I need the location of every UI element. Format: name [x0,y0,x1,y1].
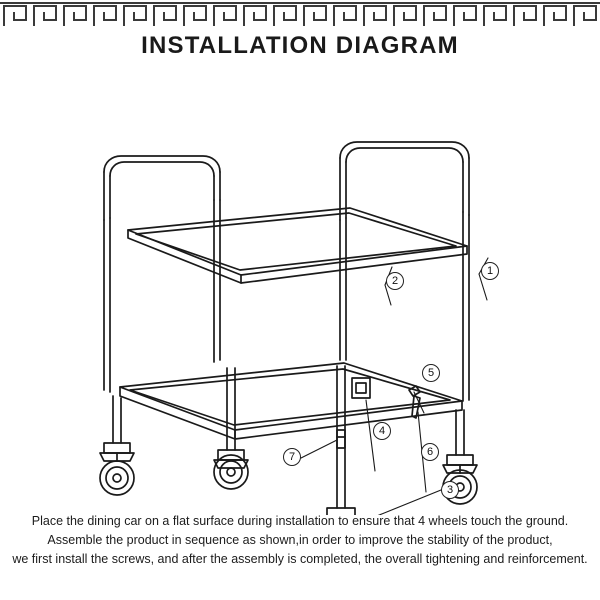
instruction-line-1: Place the dining car on a flat surface during installation to ensure that 4 wheels touch the ground. [31,514,569,528]
instruction-line-3: we first install the screws, and after the assembly is completed, the overall tightening and reinforcement. [12,552,588,566]
callout-2: 2 [386,272,404,290]
callout-4: 4 [373,422,391,440]
geometric-greek-key-border-icon [0,0,600,28]
page-title: INSTALLATION DIAGRAM [141,32,459,59]
callout-3: 3 [441,481,459,499]
callout-1: 1 [481,262,499,280]
callout-5: 5 [422,364,440,382]
callout-7: 7 [283,448,301,466]
callout-6: 6 [421,443,439,461]
instruction-line-2: Assemble the product in sequence as shown,in order to improve the stability of the product, [47,533,553,547]
trolley-line-drawing [0,60,600,515]
instruction-text [0,512,600,569]
